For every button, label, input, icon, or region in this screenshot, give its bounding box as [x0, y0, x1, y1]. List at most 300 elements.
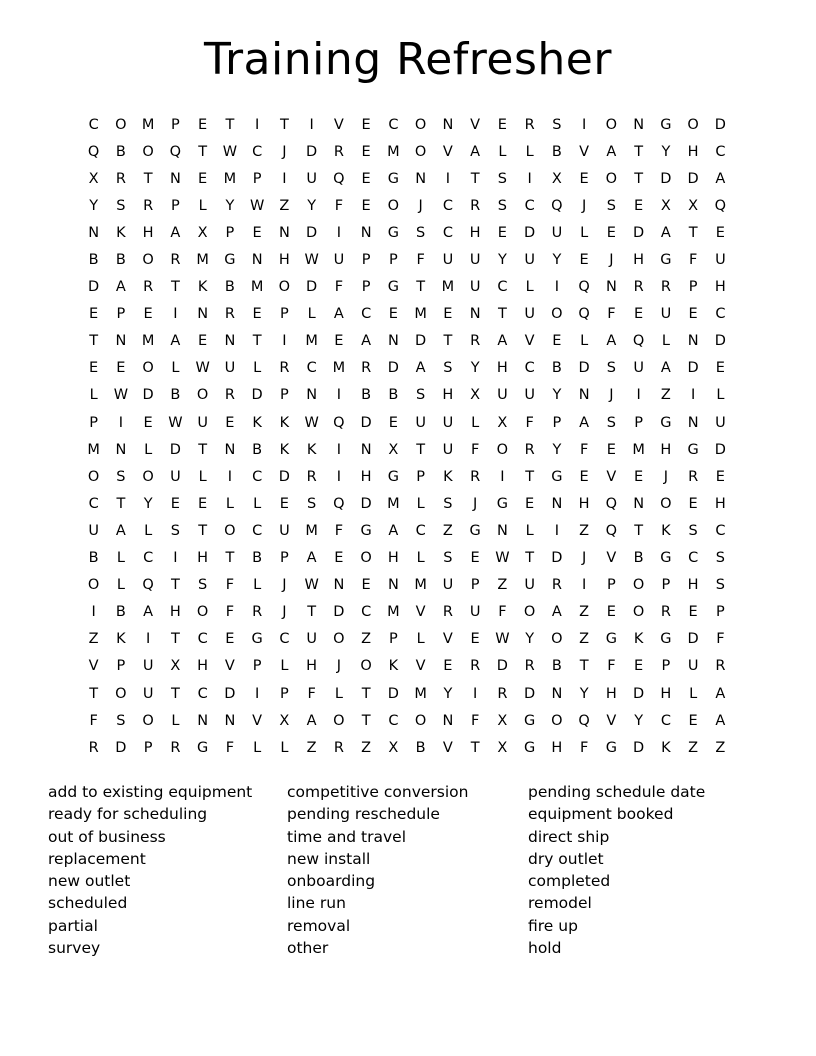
word-list-item: time and travel: [287, 827, 406, 846]
grid-letter: O: [278, 279, 291, 296]
grid-letter: S: [497, 197, 507, 214]
grid-letter: G: [660, 116, 672, 133]
grid-letter: E: [634, 306, 644, 323]
grid-letter: T: [225, 550, 235, 567]
grid-letter: E: [552, 333, 562, 350]
grid-letter: O: [196, 604, 209, 621]
grid-letter: D: [224, 685, 236, 702]
grid-letter: O: [333, 631, 345, 648]
grid-letter: U: [442, 252, 454, 269]
grid-letter: I: [173, 306, 178, 323]
grid-letter: P: [552, 414, 562, 431]
grid-letter: M: [305, 522, 318, 539]
grid-letter: D: [578, 360, 590, 377]
grid-letter: U: [497, 387, 508, 404]
grid-letter: B: [252, 441, 263, 458]
grid-letter: E: [688, 306, 698, 323]
grid-letter: D: [306, 224, 318, 241]
grid-letter: U: [524, 252, 535, 269]
grid-letter: E: [361, 197, 371, 214]
grid-letter: E: [361, 170, 371, 187]
grid-letter: R: [115, 170, 126, 187]
grid-letter: W: [304, 414, 319, 431]
grid-letter: D: [278, 468, 290, 485]
grid-letter: G: [387, 224, 399, 241]
grid-letter: F: [89, 712, 98, 729]
grid-letter: U: [633, 360, 644, 377]
grid-letter: J: [609, 252, 614, 269]
word-list-item: new install: [287, 849, 371, 868]
grid-letter: Z: [660, 387, 671, 404]
grid-letter: A: [361, 333, 372, 350]
grid-letter: E: [715, 360, 725, 377]
grid-letter: R: [224, 306, 235, 323]
grid-letter: U: [687, 658, 699, 675]
grid-letter: F: [579, 441, 589, 458]
grid-letter: T: [361, 685, 371, 702]
grid-letter: E: [198, 495, 208, 512]
grid-letter: A: [606, 333, 617, 350]
grid-letter: V: [415, 658, 426, 675]
grid-letter: Z: [579, 522, 590, 539]
grid-letter: A: [606, 143, 617, 160]
grid-letter: C: [688, 550, 699, 567]
grid-letter: L: [525, 522, 534, 539]
grid-letter: S: [116, 712, 126, 729]
grid-letter: L: [498, 143, 507, 160]
grid-letter: O: [551, 631, 563, 648]
grid-letter: C: [252, 468, 263, 485]
grid-letter: N: [360, 224, 372, 241]
grid-letter: U: [279, 522, 290, 539]
grid-letter: R: [143, 197, 154, 214]
grid-letter: L: [144, 441, 153, 458]
word-list-item: new outlet: [48, 872, 131, 891]
grid-letter: S: [688, 522, 698, 539]
grid-letter: T: [279, 116, 289, 133]
grid-letter: U: [469, 604, 481, 621]
grid-letter: T: [361, 712, 371, 729]
grid-letter: G: [660, 414, 672, 431]
grid-letter: O: [523, 604, 536, 621]
grid-letter: O: [142, 252, 154, 269]
grid-letter: N: [306, 387, 318, 404]
grid-letter: O: [142, 360, 154, 377]
grid-letter: D: [306, 279, 318, 296]
grid-letter: C: [442, 224, 453, 241]
grid-letter: U: [442, 577, 454, 594]
grid-letter: A: [388, 522, 399, 539]
word-list-item: fire up: [528, 916, 578, 935]
grid-letter: S: [116, 468, 126, 485]
grid-letter: I: [554, 279, 560, 296]
grid-letter: V: [606, 550, 617, 567]
grid-letter: E: [143, 414, 153, 431]
grid-letter: U: [715, 252, 726, 269]
grid-letter: N: [224, 441, 236, 458]
grid-letter: I: [118, 414, 124, 431]
grid-letter: D: [687, 360, 699, 377]
grid-letter: P: [688, 279, 698, 296]
grid-letter: C: [252, 522, 263, 539]
grid-letter: D: [524, 224, 536, 241]
grid-letter: K: [633, 631, 644, 648]
grid-letter: I: [581, 577, 587, 594]
grid-letter: V: [442, 631, 453, 648]
grid-letter: H: [605, 685, 617, 702]
grid-letter: Z: [715, 739, 726, 756]
grid-letter: L: [307, 306, 316, 323]
grid-letter: H: [714, 495, 726, 512]
grid-letter: N: [333, 577, 345, 594]
word-search-grid: [80, 111, 734, 761]
grid-letter: O: [142, 143, 154, 160]
word-list-item: dry outlet: [528, 849, 604, 868]
grid-letter: V: [224, 658, 235, 675]
grid-letter: O: [87, 468, 100, 485]
grid-letter: D: [714, 441, 726, 458]
grid-letter: Q: [333, 414, 345, 431]
grid-letter: B: [224, 279, 235, 296]
grid-letter: N: [169, 170, 181, 187]
grid-letter: H: [687, 577, 699, 594]
grid-letter: H: [660, 685, 672, 702]
grid-letter: J: [282, 577, 287, 594]
grid-letter: C: [442, 197, 453, 214]
grid-letter: L: [416, 550, 425, 567]
grid-letter: L: [198, 197, 207, 214]
grid-letter: Q: [142, 577, 154, 594]
grid-letter: X: [551, 170, 562, 187]
grid-letter: O: [360, 658, 372, 675]
grid-letter: Z: [579, 631, 590, 648]
grid-letter: N: [197, 712, 209, 729]
grid-letter: G: [469, 522, 481, 539]
grid-letter: P: [716, 604, 725, 621]
grid-letter: H: [360, 468, 372, 485]
grid-letter: U: [469, 252, 481, 269]
grid-letter: Y: [89, 197, 99, 214]
grid-letter: V: [252, 712, 263, 729]
grid-letter: A: [333, 306, 344, 323]
grid-letter: X: [388, 739, 399, 756]
grid-letter: U: [142, 685, 154, 702]
grid-letter: M: [250, 279, 264, 296]
grid-letter: R: [497, 685, 508, 702]
grid-letter: T: [525, 468, 535, 485]
grid-letter: I: [309, 116, 314, 133]
grid-letter: A: [115, 279, 126, 296]
grid-letter: F: [334, 279, 344, 296]
word-list-item: ready for scheduling: [48, 805, 208, 824]
grid-letter: D: [360, 414, 372, 431]
grid-letter: E: [143, 306, 153, 323]
grid-letter: N: [551, 495, 563, 512]
grid-letter: U: [469, 279, 481, 296]
grid-letter: I: [554, 522, 560, 539]
grid-letter: H: [469, 224, 481, 241]
grid-letter: B: [633, 550, 644, 567]
grid-letter: H: [142, 224, 154, 241]
grid-letter: T: [116, 495, 126, 512]
grid-letter: D: [387, 360, 399, 377]
grid-letter: K: [279, 441, 290, 458]
grid-letter: E: [606, 224, 616, 241]
grid-letter: R: [170, 739, 181, 756]
grid-letter: G: [224, 252, 236, 269]
grid-letter: U: [306, 170, 317, 187]
grid-letter: I: [173, 550, 178, 567]
grid-letter: O: [496, 441, 509, 458]
grid-letter: M: [87, 441, 100, 458]
grid-letter: S: [552, 116, 562, 133]
word-list-column-1: [48, 781, 287, 959]
grid-letter: P: [225, 224, 235, 241]
grid-letter: R: [170, 252, 181, 269]
grid-letter: E: [361, 577, 371, 594]
grid-letter: Z: [361, 631, 372, 648]
grid-letter: Z: [497, 577, 508, 594]
grid-letter: F: [470, 441, 480, 458]
grid-letter: X: [688, 197, 699, 214]
grid-letter: K: [661, 522, 671, 539]
word-list-item: line run: [287, 894, 346, 913]
grid-letter: E: [579, 468, 589, 485]
grid-letter: M: [414, 306, 427, 323]
grid-letter: D: [115, 739, 127, 756]
grid-letter: P: [661, 658, 671, 675]
grid-letter: G: [524, 739, 536, 756]
word-list-item: other: [287, 939, 329, 958]
grid-letter: E: [497, 224, 507, 241]
word-list-item: survey: [48, 939, 101, 958]
grid-letter: K: [252, 414, 262, 431]
grid-letter: X: [279, 712, 290, 729]
grid-letter: R: [524, 441, 535, 458]
grid-letter: Y: [634, 712, 644, 729]
grid-letter: X: [170, 658, 181, 675]
grid-letter: A: [306, 550, 317, 567]
grid-letter: S: [443, 495, 453, 512]
grid-letter: C: [660, 712, 671, 729]
grid-letter: C: [88, 495, 99, 512]
word-list-item: hold: [528, 939, 562, 958]
grid-letter: C: [715, 143, 726, 160]
grid-letter: B: [551, 143, 562, 160]
grid-letter: E: [688, 604, 698, 621]
grid-letter: K: [279, 414, 290, 431]
grid-letter: T: [443, 333, 453, 350]
grid-letter: N: [387, 333, 399, 350]
grid-letter: D: [551, 550, 563, 567]
grid-letter: U: [524, 387, 535, 404]
grid-letter: O: [687, 116, 699, 133]
grid-letter: M: [632, 441, 645, 458]
grid-letter: L: [116, 550, 125, 567]
grid-letter: L: [334, 685, 343, 702]
grid-letter: E: [252, 224, 262, 241]
grid-letter: G: [660, 252, 672, 269]
grid-letter: R: [524, 658, 535, 675]
grid-letter: H: [551, 739, 563, 756]
grid-letter: E: [634, 658, 644, 675]
grid-letter: C: [361, 306, 372, 323]
word-list-item: replacement: [48, 849, 146, 868]
grid-letter: V: [606, 712, 617, 729]
grid-letter: E: [470, 631, 480, 648]
grid-letter: Y: [497, 252, 507, 269]
grid-letter: J: [336, 658, 342, 675]
grid-letter: E: [198, 170, 208, 187]
grid-letter: O: [142, 468, 154, 485]
grid-letter: I: [91, 604, 96, 621]
grid-letter: J: [581, 197, 587, 214]
grid-letter: A: [143, 604, 154, 621]
grid-letter: N: [415, 170, 427, 187]
grid-letter: D: [524, 685, 536, 702]
word-list-column-3: [528, 781, 768, 959]
grid-letter: G: [387, 279, 399, 296]
grid-letter: Q: [578, 712, 590, 729]
grid-letter: M: [387, 604, 400, 621]
grid-letter: U: [88, 522, 99, 539]
grid-letter: J: [663, 468, 669, 485]
grid-letter: F: [688, 252, 698, 269]
grid-letter: N: [251, 252, 263, 269]
grid-letter: T: [525, 550, 535, 567]
grid-letter: B: [88, 550, 99, 567]
grid-letter: N: [224, 333, 236, 350]
grid-letter: R: [470, 468, 481, 485]
grid-letter: W: [304, 252, 319, 269]
grid-letter: Q: [578, 306, 590, 323]
grid-letter: P: [116, 306, 126, 323]
grid-letter: D: [714, 116, 726, 133]
grid-letter: Z: [442, 522, 453, 539]
grid-letter: U: [142, 658, 154, 675]
grid-letter: U: [524, 577, 535, 594]
grid-letter: K: [116, 631, 126, 648]
grid-letter: G: [605, 631, 617, 648]
grid-letter: J: [581, 550, 587, 567]
grid-letter: I: [336, 387, 342, 404]
grid-letter: T: [170, 685, 180, 702]
grid-letter: L: [253, 739, 262, 756]
grid-letter: E: [579, 170, 589, 187]
grid-letter: F: [470, 712, 480, 729]
grid-letter: D: [687, 631, 699, 648]
grid-letter: O: [115, 685, 127, 702]
grid-letter: F: [225, 739, 235, 756]
grid-letter: N: [115, 333, 127, 350]
grid-letter: F: [416, 252, 425, 269]
word-list-item: pending schedule date: [528, 783, 706, 801]
grid-letter: N: [469, 306, 481, 323]
grid-letter: Y: [143, 495, 153, 512]
grid-letter: P: [361, 279, 371, 296]
grid-letter: B: [115, 604, 126, 621]
grid-letter: O: [196, 387, 209, 404]
grid-letter: K: [197, 279, 208, 296]
grid-letter: L: [580, 224, 589, 241]
grid-letter: Y: [225, 197, 235, 214]
grid-letter: D: [333, 604, 345, 621]
grid-letter: O: [551, 306, 563, 323]
grid-letter: Q: [333, 495, 345, 512]
grid-letter: D: [169, 441, 181, 458]
grid-letter: D: [360, 495, 372, 512]
grid-letter: L: [716, 387, 725, 404]
grid-letter: F: [607, 658, 616, 675]
grid-letter: D: [251, 387, 263, 404]
grid-letter: G: [387, 170, 399, 187]
grid-letter: F: [525, 414, 534, 431]
grid-letter: D: [306, 143, 318, 160]
grid-letter: E: [225, 631, 235, 648]
grid-letter: X: [660, 197, 671, 214]
grid-letter: O: [605, 116, 618, 133]
grid-letter: Q: [87, 143, 100, 160]
grid-letter: C: [497, 279, 508, 296]
grid-letter: A: [715, 170, 726, 187]
grid-letter: B: [388, 387, 399, 404]
grid-letter: N: [578, 387, 590, 404]
grid-letter: S: [307, 495, 317, 512]
grid-letter: P: [116, 658, 126, 675]
grid-letter: K: [306, 441, 317, 458]
grid-letter: T: [416, 279, 426, 296]
grid-letter: P: [280, 685, 289, 702]
grid-letter: C: [306, 360, 317, 377]
grid-letter: K: [116, 224, 126, 241]
grid-letter: R: [361, 360, 372, 377]
grid-letter: T: [470, 739, 480, 756]
grid-letter: C: [252, 143, 263, 160]
grid-letter: D: [387, 685, 399, 702]
grid-letter: N: [687, 333, 699, 350]
grid-letter: E: [334, 550, 344, 567]
grid-letter: O: [360, 550, 372, 567]
grid-letter: N: [224, 712, 236, 729]
grid-letter: Z: [688, 739, 699, 756]
grid-letter: P: [389, 252, 398, 269]
grid-letter: F: [307, 685, 316, 702]
grid-letter: B: [88, 252, 99, 269]
grid-letter: Z: [88, 631, 99, 648]
grid-letter: H: [306, 658, 318, 675]
word-list-item: removal: [287, 916, 351, 935]
grid-letter: L: [280, 739, 289, 756]
grid-letter: N: [633, 495, 645, 512]
grid-letter: V: [415, 604, 426, 621]
grid-letter: L: [525, 143, 534, 160]
puzzle-title: Training Refresher: [204, 34, 612, 85]
grid-letter: Y: [552, 387, 562, 404]
grid-letter: V: [88, 658, 99, 675]
grid-letter: U: [170, 468, 181, 485]
grid-letter: R: [442, 604, 453, 621]
word-list-column-2: [287, 781, 528, 959]
grid-letter: L: [416, 495, 425, 512]
grid-letter: G: [251, 631, 263, 648]
grid-letter: I: [690, 387, 696, 404]
grid-letter: T: [170, 577, 180, 594]
grid-letter: G: [387, 468, 399, 485]
grid-letter: O: [87, 577, 100, 594]
grid-letter: U: [442, 441, 454, 458]
grid-letter: R: [224, 387, 235, 404]
grid-letter: R: [333, 739, 344, 756]
